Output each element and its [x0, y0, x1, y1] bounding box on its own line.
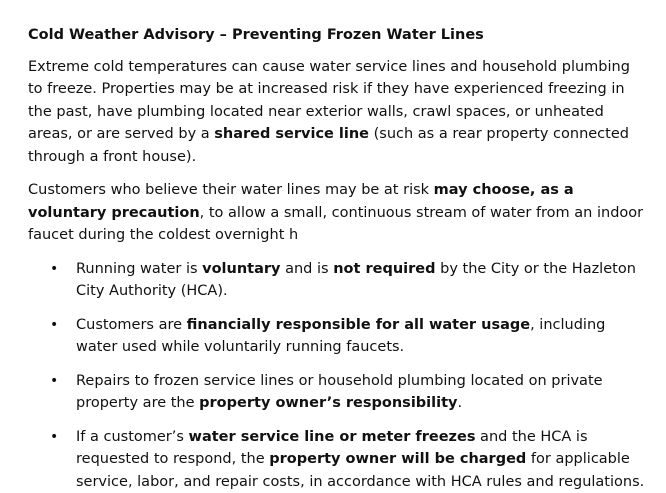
bullet-text: Running water is	[76, 261, 202, 277]
intro-bold-shared-line: shared service line	[214, 126, 369, 142]
bullet-dot-icon: •	[50, 370, 58, 393]
bullet-item-repairs	[28, 370, 646, 415]
bullet-text: and the HCA is requested to respond, the	[76, 429, 588, 468]
bullet-bold: water service line or meter freezes	[189, 429, 476, 445]
advisory-bullet-list	[28, 258, 646, 493]
bullet-text: .	[457, 395, 462, 411]
bullet-text: by the City or the Hazleton City Authority (HCA).	[76, 261, 636, 300]
bullet-dot-icon: •	[50, 314, 58, 337]
bullet-text: for applicable service, labor, and repair costs, in accordance with HCA rules and regulations.	[76, 451, 644, 490]
intro-text-2: (such as a rear property connected through a front house).	[28, 126, 629, 165]
intro-paragraph	[28, 56, 646, 169]
bullet-item-voluntary	[28, 258, 646, 303]
bullet-text: If a customer’s	[76, 429, 189, 445]
bullet-dot-icon: •	[50, 426, 58, 449]
precaution-paragraph	[28, 179, 646, 247]
bullet-text: Customers are	[76, 317, 187, 333]
bullet-text: , including water used while voluntarily running faucets.	[76, 317, 605, 356]
advisory-title: Cold Weather Advisory – Preventing Frozen Water Lines	[28, 24, 646, 47]
bullet-bold: property owner will be charged	[269, 451, 526, 467]
bullet-text: Repairs to frozen service lines or household plumbing located on private property are the	[76, 373, 603, 412]
bullet-bold: property owner’s responsibility	[199, 395, 457, 411]
bullet-text: and is	[281, 261, 334, 277]
bullet-item-financial	[28, 314, 646, 359]
bullet-dot-icon: •	[50, 258, 58, 281]
precaution-text-2: , to allow a small, continuous stream of water from an indoor faucet during the coldest overnight h	[28, 205, 643, 244]
bullet-bold: financially responsible for all water usage	[187, 317, 530, 333]
bullet-bold: not required	[333, 261, 435, 277]
precaution-bold: may choose, as a voluntary precaution	[28, 182, 574, 221]
bullet-item-charges	[28, 426, 646, 493]
bullet-bold: voluntary	[202, 261, 280, 277]
precaution-text-1: Customers who believe their water lines may be at risk	[28, 182, 434, 198]
intro-text-1: Extreme cold temperatures can cause water service lines and household plumbing to freeze. Properties may be at increased risk if they have experienced freezing in the past, have plumbing located near exterior walls, crawl spaces, or unheated areas, or are served by a	[28, 59, 630, 143]
